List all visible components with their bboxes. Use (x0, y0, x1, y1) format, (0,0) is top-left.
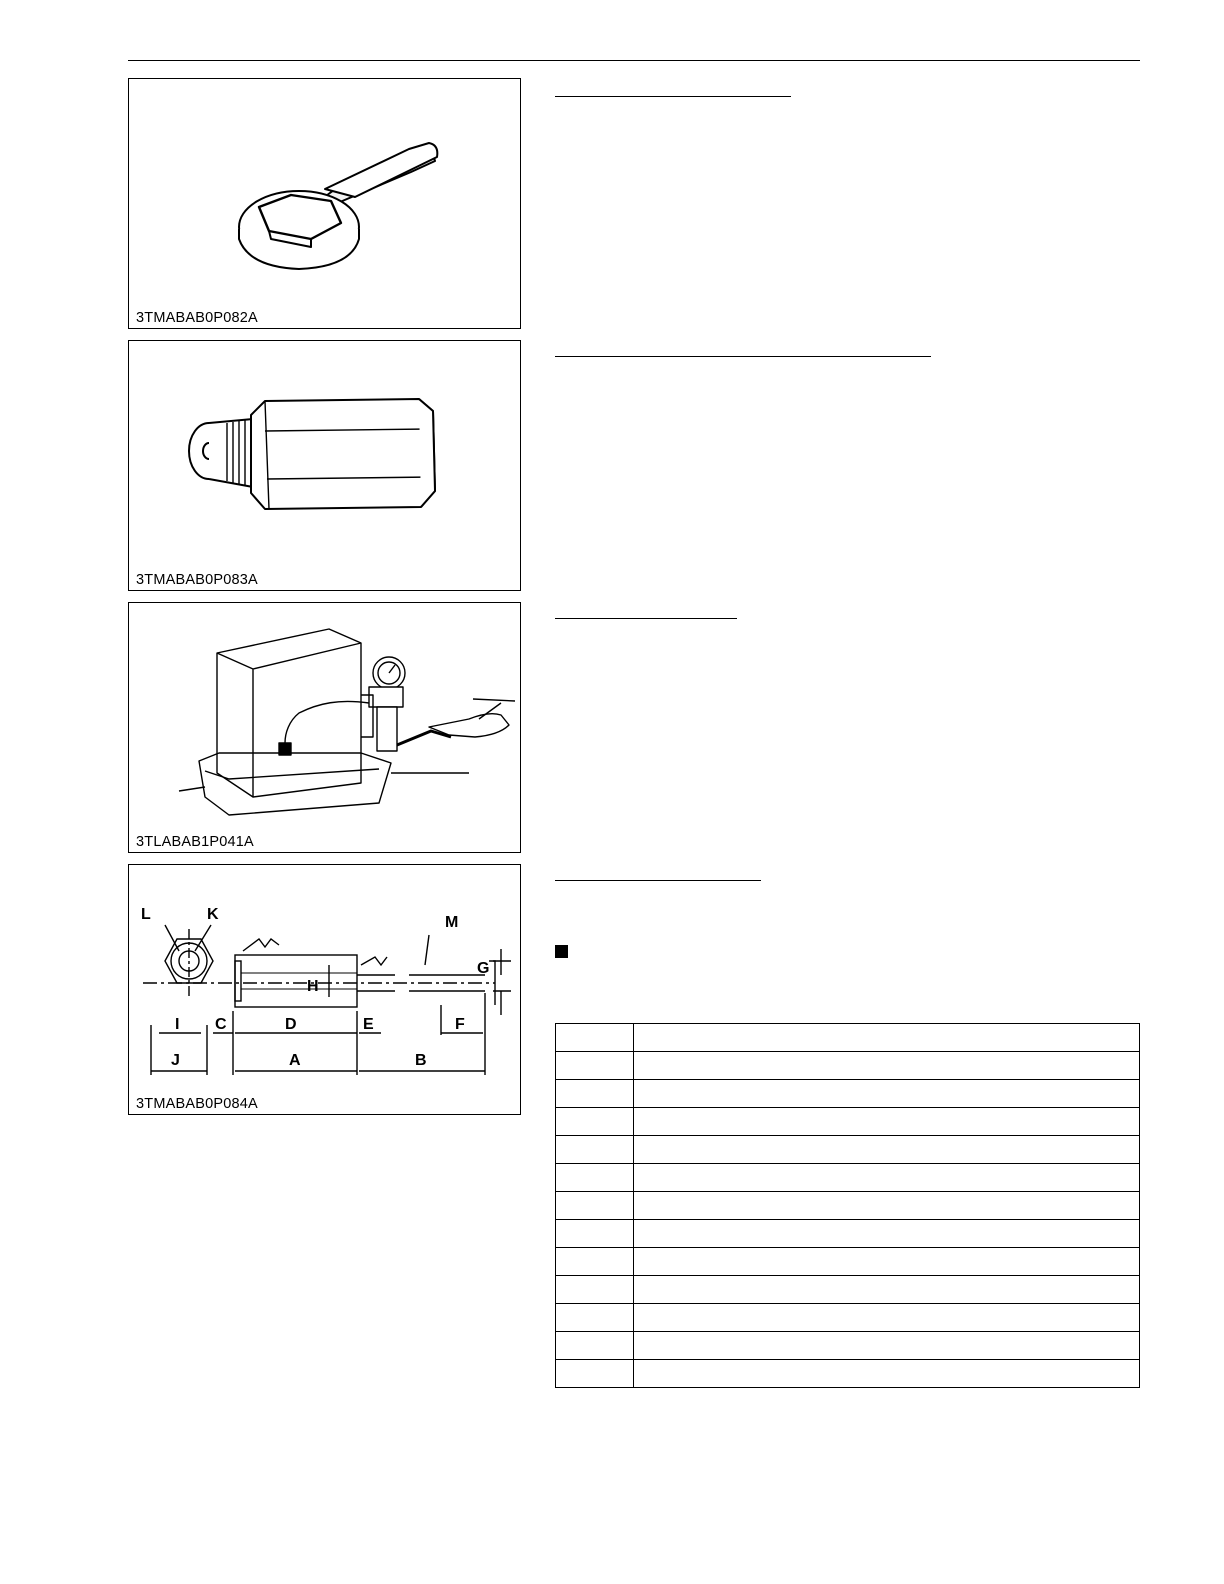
table-row (556, 1052, 1140, 1080)
table-row (556, 1332, 1140, 1360)
letter-J: J (171, 1052, 180, 1069)
table-cell-value (634, 1248, 1140, 1276)
figure-adaptor (128, 340, 521, 591)
letter-H: H (307, 978, 319, 995)
table-row (556, 1164, 1140, 1192)
figure-label: 3TMABAB0P083A (136, 572, 258, 588)
letter-E: E (363, 1016, 374, 1033)
letter-G: G (477, 960, 490, 977)
section-heading-rule (555, 880, 761, 881)
table-cell-value (634, 1164, 1140, 1192)
letter-L: L (141, 906, 151, 923)
figure-label: 3TLABAB1P041A (136, 834, 254, 850)
box-wrench-icon (129, 79, 522, 330)
table-row (556, 1108, 1140, 1136)
table-cell-value (634, 1276, 1140, 1304)
table-cell-key (556, 1332, 634, 1360)
table-cell-key (556, 1192, 634, 1220)
table-row (556, 1136, 1140, 1164)
table-cell-value (634, 1108, 1140, 1136)
table-cell-value (634, 1332, 1140, 1360)
table-row (556, 1360, 1140, 1388)
table-row (556, 1304, 1140, 1332)
table-row (556, 1220, 1140, 1248)
letter-B: B (415, 1052, 427, 1069)
letter-D: D (285, 1016, 297, 1033)
letter-I: I (175, 1016, 180, 1033)
table-cell-value (634, 1052, 1140, 1080)
square-bullet-icon (555, 945, 568, 958)
table-row (556, 1276, 1140, 1304)
figure-label: 3TMABAB0P082A (136, 310, 258, 326)
nozzle-tester-icon (129, 603, 522, 854)
table-cell-key (556, 1220, 634, 1248)
dimension-table (555, 1023, 1140, 1388)
table-cell-key (556, 1360, 634, 1388)
section-heading-rule (555, 618, 737, 619)
table-row (556, 1080, 1140, 1108)
header-rule (128, 60, 1140, 61)
section-heading-rule (555, 96, 791, 97)
letter-M: M (445, 914, 459, 931)
table-cell-value (634, 1304, 1140, 1332)
table-cell-key (556, 1052, 634, 1080)
table-cell-value (634, 1192, 1140, 1220)
figure-nozzle-tester (128, 602, 521, 853)
letter-F: F (455, 1016, 465, 1033)
letter-K: K (207, 906, 219, 923)
table-cell-key (556, 1248, 634, 1276)
adaptor-icon (129, 341, 522, 592)
table-cell-value (634, 1024, 1140, 1052)
table-cell-key (556, 1024, 634, 1052)
section-heading-rule (555, 356, 931, 357)
table-row (556, 1248, 1140, 1276)
figure-box-wrench (128, 78, 521, 329)
table-cell-key (556, 1108, 634, 1136)
figure-dimension-drawing (128, 864, 521, 1115)
table-cell-value (634, 1220, 1140, 1248)
letter-C: C (215, 1016, 227, 1033)
table-cell-key (556, 1304, 634, 1332)
table-cell-value (634, 1136, 1140, 1164)
table-row (556, 1024, 1140, 1052)
dimension-drawing-icon (129, 865, 522, 1116)
table-cell-value (634, 1360, 1140, 1388)
table-cell-key (556, 1136, 634, 1164)
table-cell-value (634, 1080, 1140, 1108)
figure-label: 3TMABAB0P084A (136, 1096, 258, 1112)
table-cell-key (556, 1276, 634, 1304)
table-cell-key (556, 1164, 634, 1192)
table-row (556, 1192, 1140, 1220)
table-cell-key (556, 1080, 634, 1108)
letter-A: A (289, 1052, 301, 1069)
